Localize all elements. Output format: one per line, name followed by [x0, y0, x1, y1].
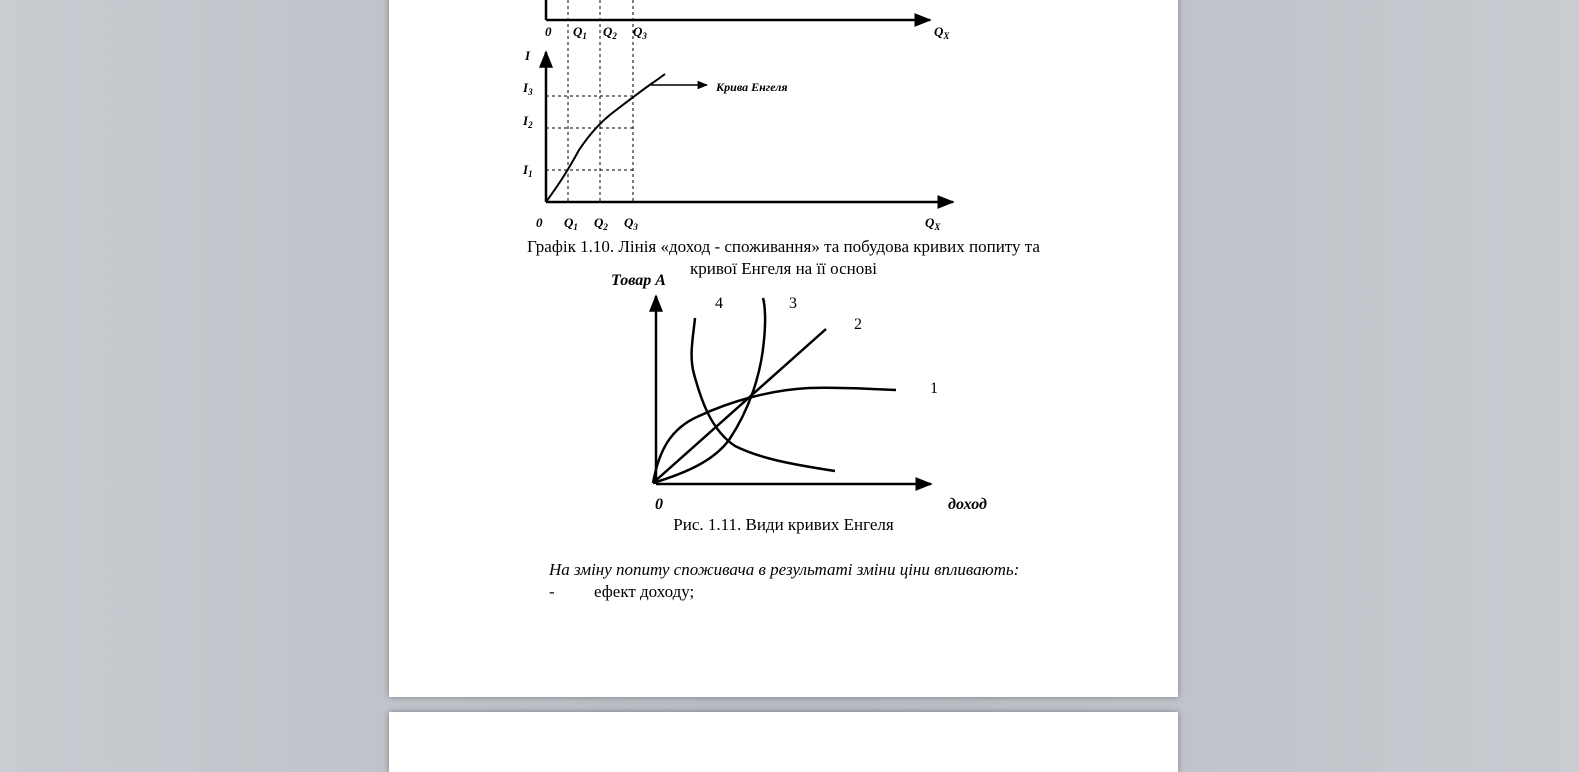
y-axis-label-i: I	[525, 48, 531, 63]
engel-curve-3	[653, 298, 765, 483]
top-qx-label: $Q_X$	[934, 24, 950, 41]
engel-figure	[389, 0, 1178, 240]
top-q3-label: $Q_3$	[633, 24, 647, 41]
fig2-x-axis-label: доход	[948, 496, 987, 513]
top-zero-label: 0	[545, 24, 552, 39]
figure2-caption: Рис. 1.11. Види кривих Енгеля	[673, 515, 894, 534]
figure1-caption-line1: Графік 1.10. Лінія «доход - споживання» та побудова кривих попиту та	[527, 237, 1040, 256]
top-q2-label: $Q_2$	[603, 24, 617, 41]
tick-i2-label: $I_2$	[523, 113, 533, 130]
curve-label-1: 1	[930, 380, 938, 397]
fig2-origin-label: 0	[655, 496, 663, 513]
engel-curve	[546, 74, 665, 202]
top-panel	[545, 0, 950, 41]
bullet-text: ефект доходу;	[594, 582, 695, 601]
tick-q3-label: $Q_3$	[624, 215, 638, 232]
tick-zero-label: 0	[536, 215, 543, 230]
document-page	[389, 0, 1178, 697]
next-document-page	[389, 712, 1178, 772]
tick-i1-label: $I_1$	[523, 162, 533, 179]
engel-types-figure	[389, 272, 1178, 513]
curve-label-3: 3	[789, 295, 797, 312]
curve-label-4: 4	[715, 295, 723, 312]
x-axis-label-qx: $Q_X$	[925, 215, 941, 232]
tick-q2-label: $Q_2$	[594, 215, 608, 232]
tick-q1-label: $Q_1$	[564, 215, 578, 232]
curve-label-2: 2	[854, 316, 862, 333]
engel-curve-2	[653, 329, 826, 483]
fig2-y-axis-label: Товар А	[611, 272, 666, 289]
top-q1-label: $Q_1$	[573, 24, 587, 41]
bullet-item	[549, 581, 694, 602]
engel-curve-label: Крива Енгеля	[716, 80, 788, 94]
tick-i3-label: $I_3$	[523, 80, 533, 97]
intro-paragraph: На зміну попиту споживача в результаті зміни ціни впливають:	[549, 560, 1020, 579]
bullet-mark: -	[549, 582, 555, 601]
figure1-caption-line2: кривої Енгеля на її основі	[690, 259, 877, 278]
